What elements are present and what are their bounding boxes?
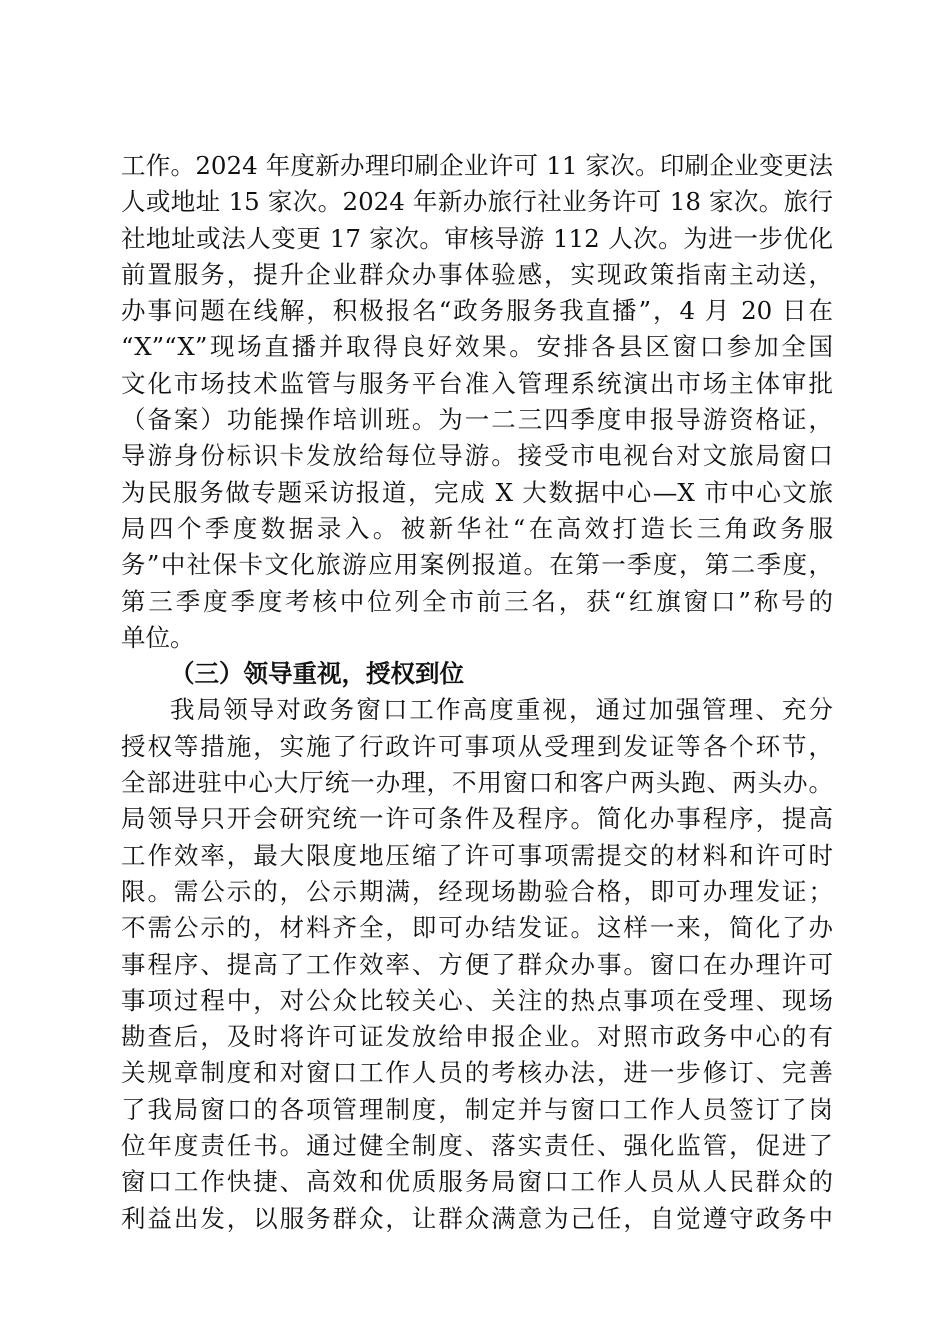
text-line: 第三季度季度考核中位列全市前三名，获“红旗窗口”称号的 (121, 586, 833, 616)
text-line: 工作效率，最大限度地压缩了许可事项需提交的材料和许可时 (121, 840, 833, 870)
text-line: 人或地址 15 家次。2024 年新办旅行社业务许可 18 家次。旅行 (121, 187, 833, 217)
text-line: 事项过程中，对公众比较关心、关注的热点事项在受理、现场 (121, 985, 833, 1015)
text-line: 不需公示的，材料齐全，即可办结发证。这样一来，简化了办 (121, 913, 833, 943)
document-body (121, 148, 833, 1237)
text-line: 授权等措施，实施了行政许可事项从受理到发证等各个环节， (121, 731, 833, 761)
text-line: 利益出发，以服务群众，让群众满意为己任，自觉遵守政务中 (121, 1203, 833, 1233)
text-line: 勘查后，及时将许可证发放给申报企业。对照市政务中心的有 (121, 1022, 833, 1052)
section-heading: （三）领导重视，授权到位 (170, 659, 464, 689)
text-line: 局领导只开会研究统一许可条件及程序。简化办事程序，提高 (121, 804, 833, 834)
text-line: 前置服务，提升企业群众办事体验感，实现政策指南主动送， (121, 259, 833, 289)
text-line: 务”中社保卡文化旅游应用案例报道。在第一季度，第二季度， (121, 550, 833, 580)
text-line: 办事问题在线解，积极报名“政务服务我直播”，4 月 20 日在 (121, 296, 833, 326)
text-line: 窗口工作快捷、高效和优质服务局窗口工作人员从人民群众的 (121, 1167, 833, 1197)
text-line: 我局领导对政务窗口工作高度重视，通过加强管理、充分 (170, 695, 833, 725)
text-line: 限。需公示的，公示期满，经现场勘验合格，即可办理发证； (121, 876, 833, 906)
text-line: 关规章制度和对窗口工作人员的考核办法，进一步修订、完善 (121, 1058, 833, 1088)
text-line: 全部进驻中心大厅统一办理，不用窗口和客户两头跑、两头办。 (121, 768, 833, 798)
text-line: 社地址或法人变更 17 家次。审核导游 112 人次。为进一步优化 (121, 223, 833, 253)
text-line: （备案）功能操作培训班。为一二三四季度申报导游资格证， (121, 405, 833, 435)
paragraph-2 (121, 692, 833, 1236)
text-line: 为民服务做专题采访报道，完成 X 大数据中心—X 市中心文旅 (121, 477, 833, 507)
text-line: 局四个季度数据录入。被新华社“在高效打造长三角政务服 (121, 513, 833, 543)
text-line: “X”“X”现场直播并取得良好效果。安排各县区窗口参加全国 (121, 332, 833, 362)
paragraph-1 (121, 148, 833, 656)
text-line: 了我局窗口的各项管理制度，制定并与窗口工作人员签订了岗 (121, 1094, 833, 1124)
text-line: 单位。 (121, 622, 195, 652)
text-line: 文化市场技术监管与服务平台准入管理系统演出市场主体审批 (121, 368, 833, 398)
text-line: 导游身份标识卡发放给每位导游。接受市电视台对文旅局窗口 (121, 441, 833, 471)
text-line: 工作。2024 年度新办理印刷企业许可 11 家次。印刷企业变更法 (121, 151, 833, 180)
text-line: 位年度责任书。通过健全制度、落实责任、强化监管，促进了 (121, 1131, 833, 1161)
text-line: 事程序、提高了工作效率、方便了群众办事。窗口在办理许可 (121, 949, 833, 979)
